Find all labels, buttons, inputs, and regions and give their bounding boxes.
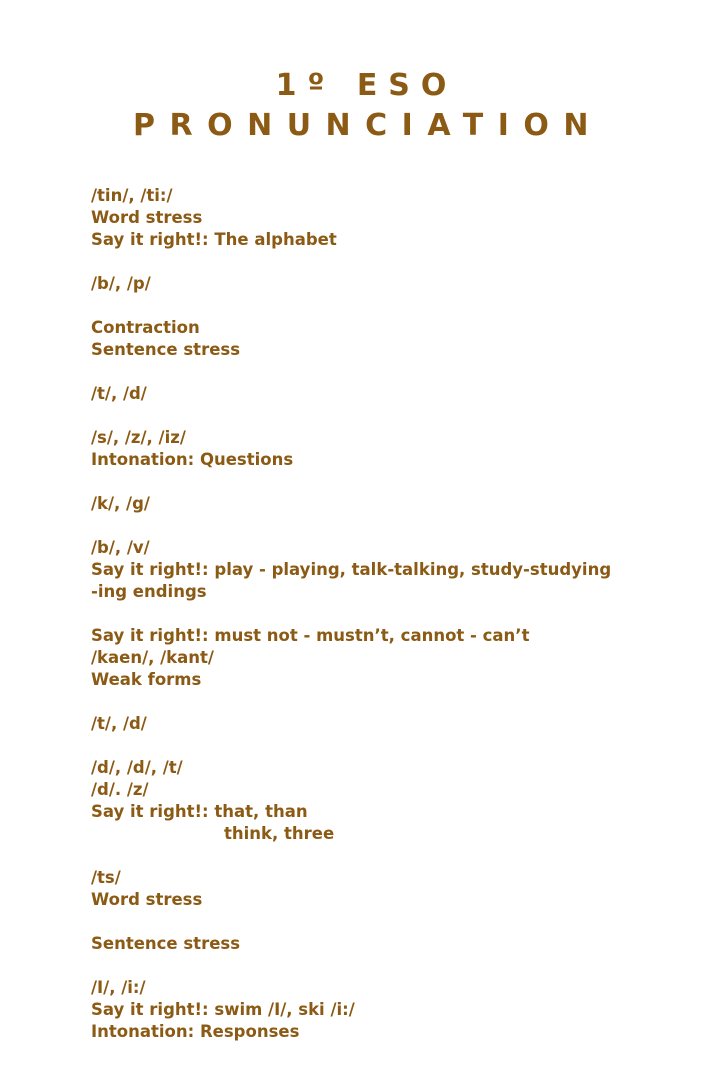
spacer — [91, 603, 711, 625]
list-item: -ing endings — [91, 582, 207, 601]
spacer — [91, 295, 711, 317]
spacer — [91, 251, 711, 273]
document-title-subject: PRONUNCIATION — [133, 108, 603, 143]
list-item: /kaen/, /kant/ — [91, 648, 214, 667]
spacer — [91, 955, 711, 977]
list-item: Contraction — [91, 318, 200, 337]
list-item: /t/, /d/ — [91, 384, 147, 403]
list-item: /k/, /g/ — [91, 494, 150, 513]
spacer — [91, 361, 711, 383]
list-item: /tin/, /ti:/ — [91, 186, 173, 205]
list-item: /d/, /d/, /t/ — [91, 758, 183, 777]
spacer — [91, 405, 711, 427]
list-item: /t/, /d/ — [91, 714, 147, 733]
list-item: Intonation: Responses — [91, 1022, 300, 1041]
list-item: /I/, /i:/ — [91, 978, 146, 997]
list-item: Say it right!: The alphabet — [91, 230, 337, 249]
list-item: Sentence stress — [91, 340, 241, 359]
list-item: Word stress — [91, 208, 203, 227]
list-item: Say it right!: must not - mustn’t, cannot - can’t — [91, 626, 530, 645]
list-item: Weak forms — [91, 670, 202, 689]
list-item: Intonation: Questions — [91, 450, 294, 469]
list-item: Say it right!: that, than — [91, 802, 308, 821]
spacer — [91, 911, 711, 933]
spacer — [91, 845, 711, 867]
spacer — [91, 515, 711, 537]
list-item: Word stress — [91, 890, 203, 909]
list-item: Sentence stress — [91, 934, 241, 953]
document-title-course: 1º ESO — [275, 68, 458, 103]
list-item: Say it right!: swim /I/, ski /i:/ — [91, 1000, 355, 1019]
list-item: Say it right!: play - playing, talk-talking, study-studying — [91, 560, 612, 579]
list-item: think, three — [224, 824, 335, 843]
pronunciation-list — [91, 185, 711, 1043]
list-item: /s/, /z/, /iz/ — [91, 428, 186, 447]
list-item: /b/, /v/ — [91, 538, 150, 557]
spacer — [91, 471, 711, 493]
spacer — [91, 735, 711, 757]
list-item: /d/. /z/ — [91, 780, 149, 799]
spacer — [91, 691, 711, 713]
list-item: /ts/ — [91, 868, 121, 887]
list-item: /b/, /p/ — [91, 274, 151, 293]
